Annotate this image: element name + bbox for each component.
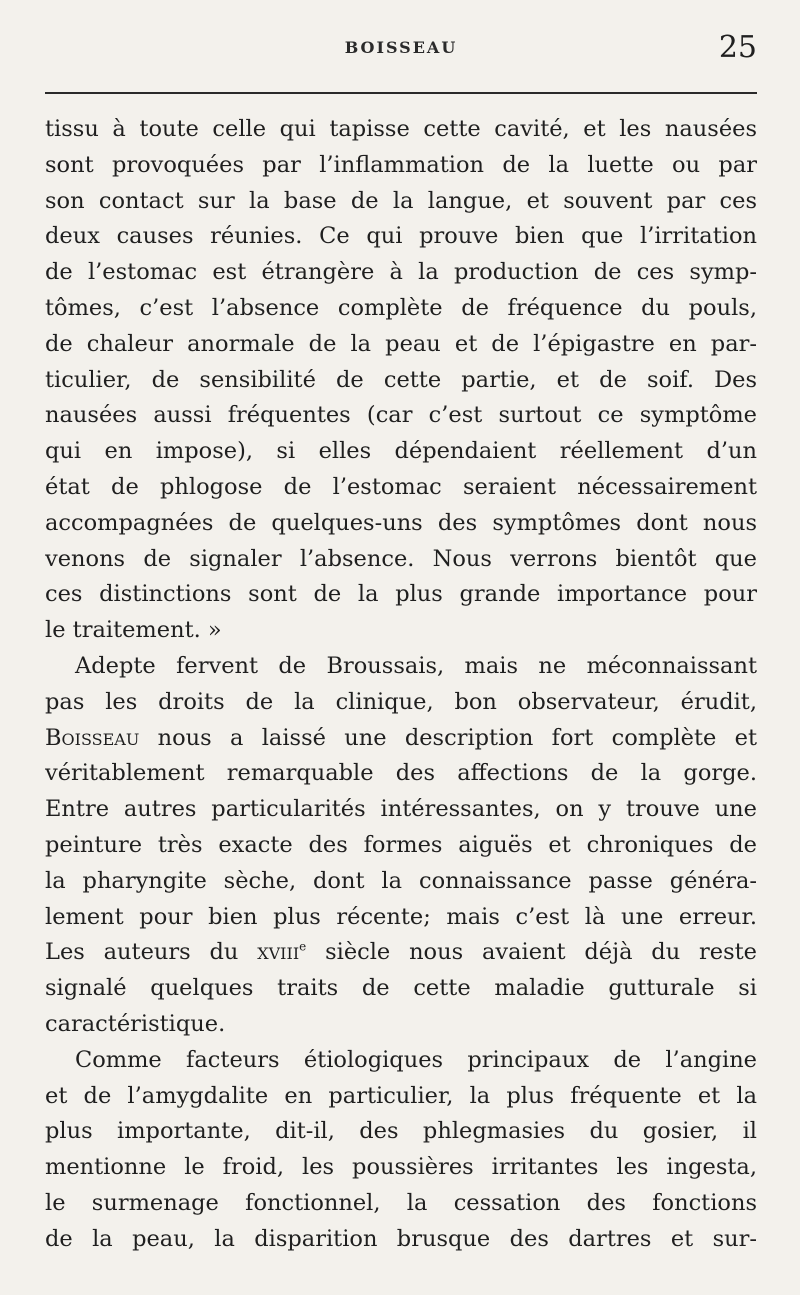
text-line: Adepte fervent de Broussais, mais ne méconnaissant	[75, 652, 757, 679]
text-line: tissu à toute celle qui tapisse cette cavité, et les nausées	[45, 116, 757, 142]
text-line: pas les droits de la clinique, bon observateur, érudit,	[45, 688, 757, 715]
text-line: Comme facteurs étiologiques principaux de l’angine	[75, 1046, 757, 1073]
text-line: accompagnées de quelques-uns des symptômes dont nous	[45, 509, 757, 536]
text-line: sont provoquées par l’inflammation de la luette ou par	[45, 151, 757, 178]
text-line: signalé quelques traits de cette maladie gutturale si	[45, 975, 757, 1002]
text-line: qui en impose), si elles dépendaient réellement d’un	[45, 438, 757, 465]
text-line: la pharyngite sèche, dont la connaissance passe généra-	[45, 867, 757, 894]
author-name: Boisseau	[45, 724, 140, 751]
text-line: peinture très exacte des formes aiguës et chroniques de	[45, 831, 757, 858]
text-line: de la peau, la disparition brusque des dartres et sur-	[45, 1225, 757, 1252]
text-line: le traitement. »	[45, 617, 222, 644]
page-number: 25	[718, 30, 757, 65]
text-line: mentionne le froid, les poussières irritantes les ingesta,	[45, 1154, 757, 1181]
text-line: de chaleur anormale de la peau et de l’épigastre en par-	[45, 330, 757, 357]
text-line: nausées aussi fréquentes (car c’est surtout ce symptôme	[45, 402, 757, 429]
text-fragment: siècle nous avaient déjà du reste	[306, 939, 757, 966]
text-line: état de phlogose de l’estomac seraient nécessairement	[45, 473, 757, 500]
text-line: et de l’amygdalite en particulier, la plus fréquente et la	[45, 1082, 757, 1109]
running-head	[45, 30, 757, 70]
text-fragment: nous a laissé une description fort complète et	[139, 724, 757, 751]
header-rule	[45, 92, 757, 94]
text-line: véritablement remarquable des affections de la gorge.	[45, 760, 757, 787]
text-line: deux causes réunies. Ce qui prouve bien que l’irritation	[45, 223, 757, 250]
text-line: le surmenage fonctionnel, la cessation des fonctions	[45, 1189, 757, 1216]
text-line: plus importante, dit-il, des phlegmasies du gosier, il	[45, 1118, 757, 1145]
text-line: ticulier, de sensibilité de cette partie, et de soif. Des	[45, 366, 757, 393]
text-line: son contact sur la base de la langue, et souvent par ces	[45, 187, 757, 214]
text-line: tômes, c’est l’absence complète de fréquence du pouls,	[45, 294, 757, 321]
century-numeral: xviii	[257, 939, 300, 966]
ordinal-superscript: e	[299, 939, 307, 954]
text-line	[45, 935, 757, 971]
text-line: lement pour bien plus récente; mais c’est là une erreur.	[45, 903, 757, 930]
text-line: de l’estomac est étrangère à la production de ces symp-	[45, 259, 757, 286]
running-title: BOISSEAU	[344, 38, 458, 57]
text-line: ces distinctions sont de la plus grande importance pour	[45, 581, 757, 608]
text-line: venons de signaler l’absence. Nous verrons bientôt que	[45, 545, 757, 572]
text-line	[45, 721, 757, 757]
body-text	[45, 112, 757, 1258]
text-line: caractéristique.	[45, 1010, 226, 1037]
text-line: Entre autres particularités intéressantes, on y trouve une	[45, 796, 757, 823]
text-fragment: Les auteurs du	[45, 939, 258, 966]
